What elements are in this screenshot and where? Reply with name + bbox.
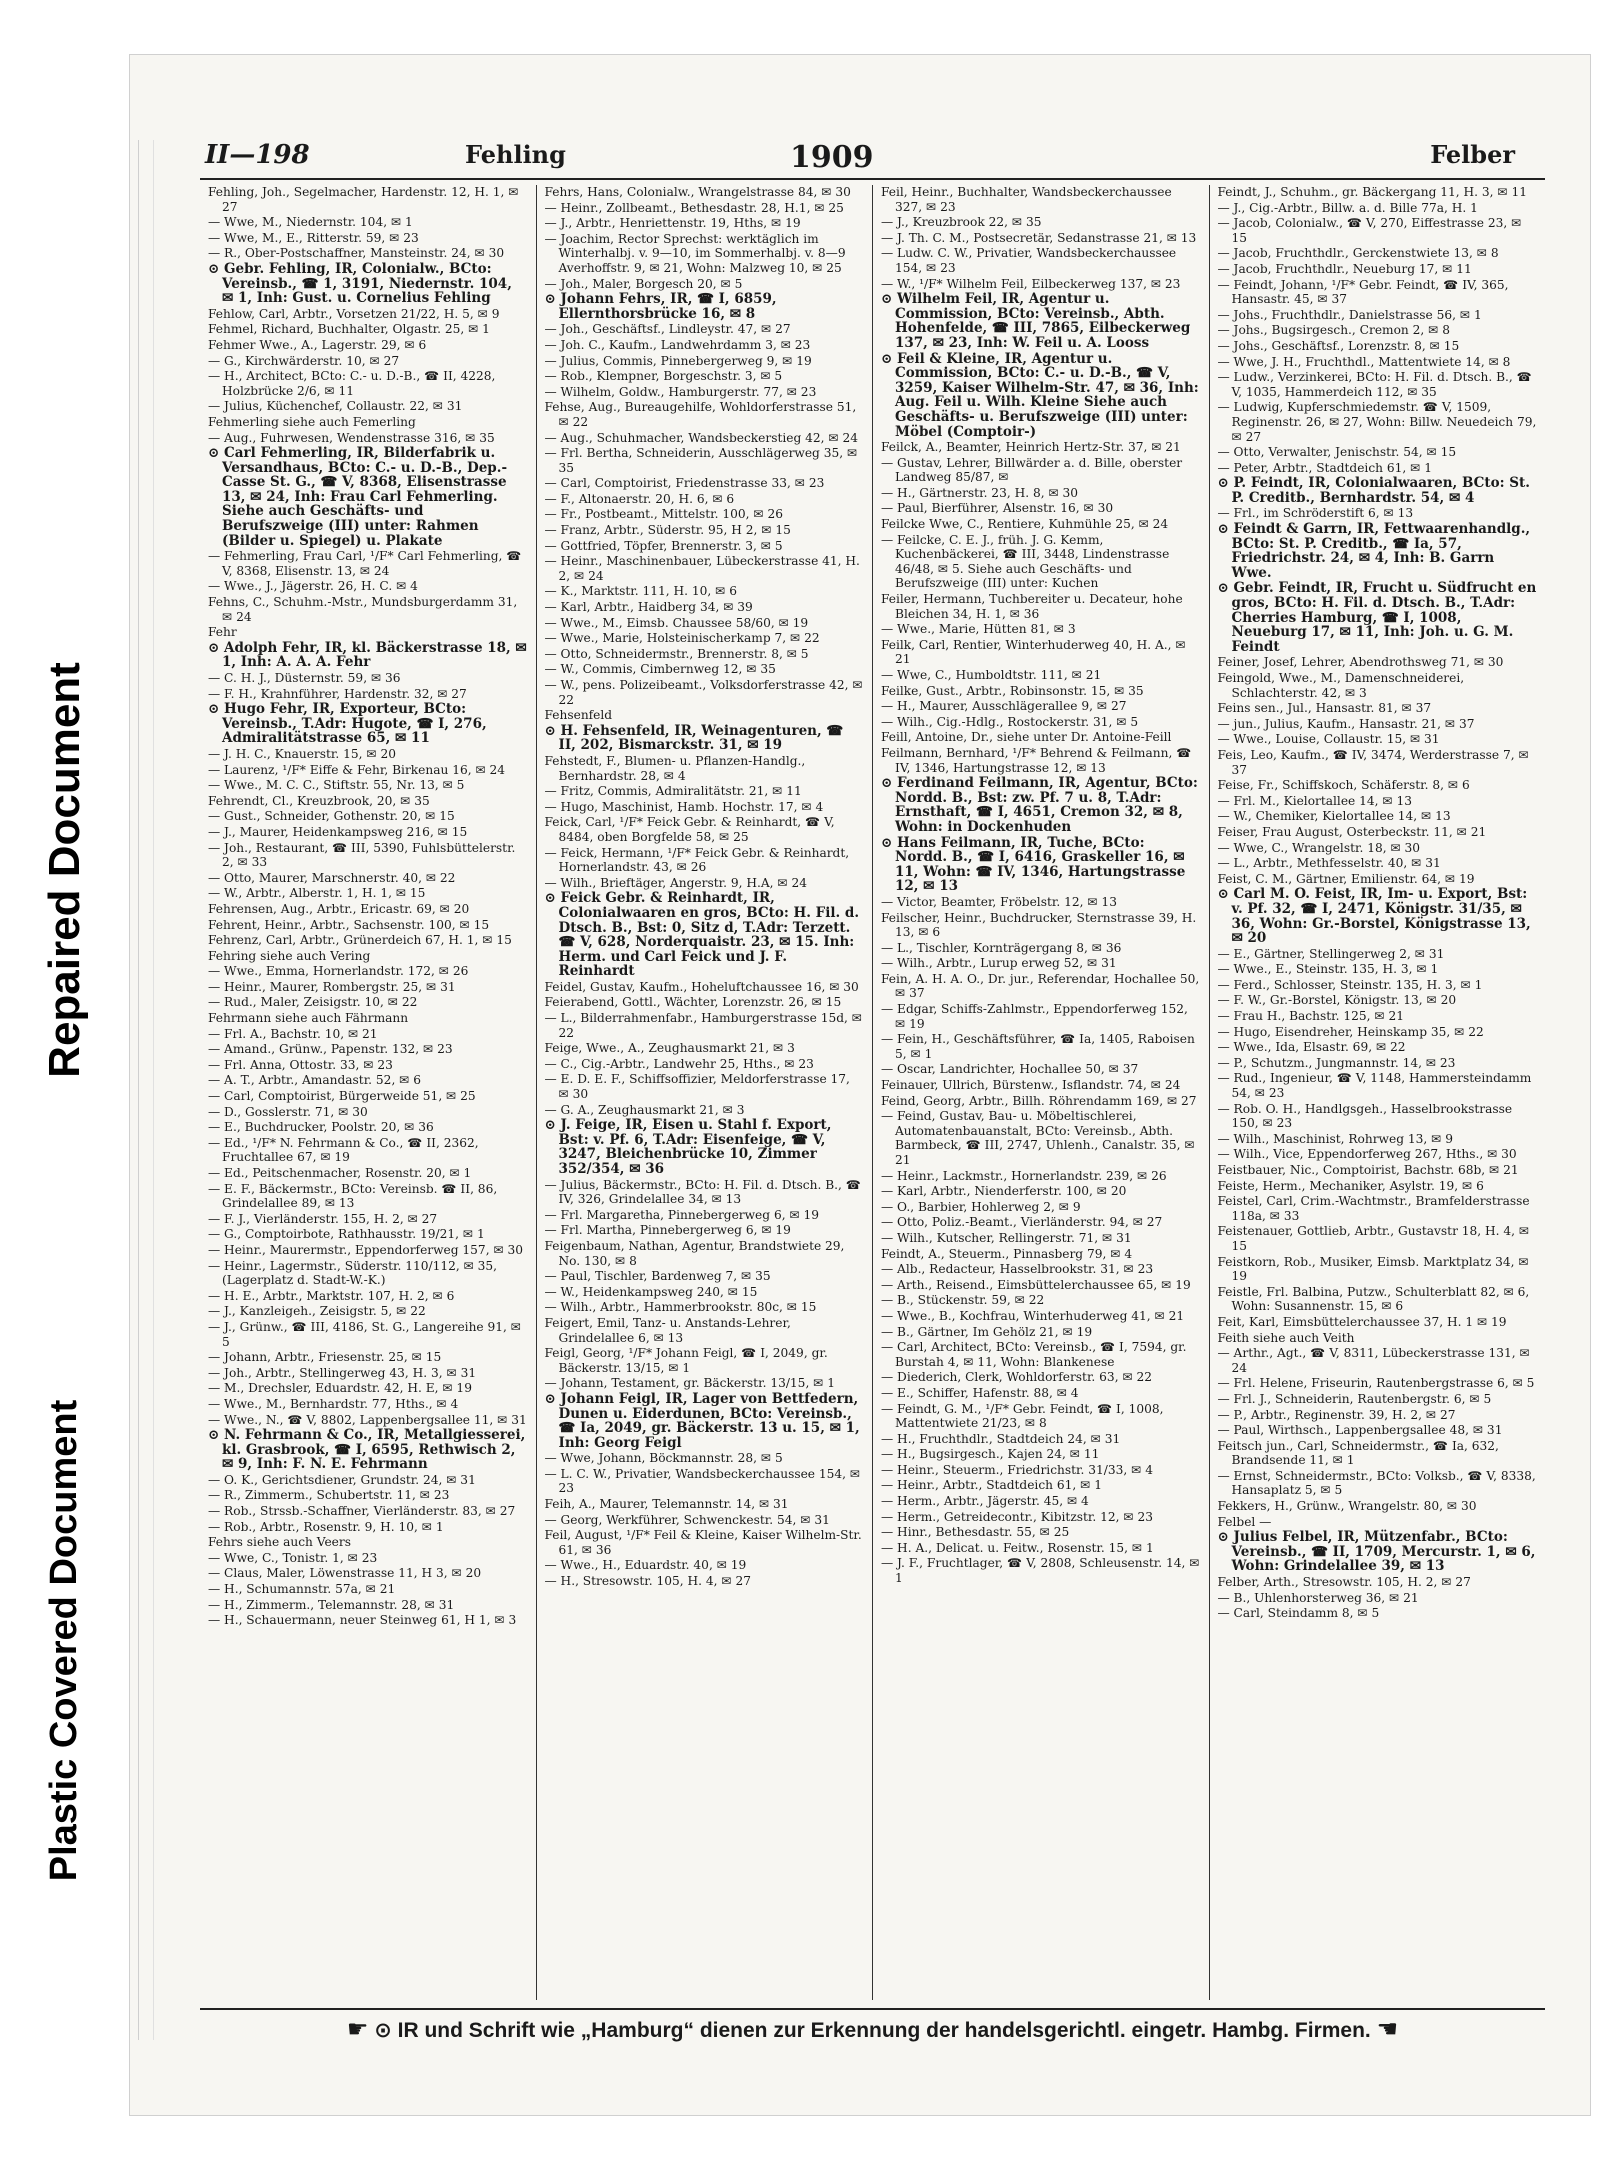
- directory-entry: — Joh., Arbtr., Stellingerweg 43, H. 3, ✉ 31: [208, 1365, 477, 1380]
- directory-entry: Feistle, Frl. Balbina, Putzw., Schulterblatt 82, ✉ 6, Wohn: Susannenstr. 15, ✉ 6: [1217, 1284, 1530, 1314]
- directory-entry: — L., Bilderrahmenfabr., Hamburgerstrasse 15d, ✉ 22: [544, 1011, 862, 1040]
- directory-entry: Fehling, Joh., Segelmacher, Hardenstr. 12, H. 1, ✉ 27: [208, 185, 519, 214]
- directory-entry: — Wwe., Ida, Elsastr. 69, ✉ 22: [1217, 1040, 1406, 1055]
- directory-entry: Feitsch jun., Carl, Schneidermstr., ☎ Ia, 632, Brandsende 11, ✉ 1: [1217, 1438, 1499, 1468]
- directory-entry: — Wilhelm, Goldw., Hamburgerstr. 77, ✉ 23: [544, 384, 817, 399]
- directory-entry: — Heinr., Maurer, Rombergstr. 25, ✉ 31: [208, 979, 456, 994]
- directory-entry: — D., Gosslerstr. 71, ✉ 30: [208, 1104, 368, 1119]
- directory-entry: Felbel —: [1217, 1514, 1272, 1529]
- directory-entry: Fein, A. H. A. O., Dr. jur., Referendar, Hochallee 50, ✉ 37: [881, 971, 1200, 1001]
- directory-entry: — J., Arbtr., Henriettenstr. 19, Hths, ✉ 19: [544, 216, 801, 231]
- directory-entry: — Otto, Verwalter, Jenischstr. 54, ✉ 15: [1217, 445, 1457, 460]
- directory-entry: — Feilcke, C. E. J., früh. J. G. Kemm, Kuchenbäckerei, ☎ III, 3448, Lindenstrasse 46/48, ✉ 5. Siehe auch Geschäfts- und Berufszweige (III) unter: Kuchen: [881, 532, 1170, 591]
- directory-entry: — Ludw., Verzinkerei, BCto: H. Fil. d. Dtsch. B., ☎ V, 1035, Hammerdeich 112, ✉ 35: [1217, 370, 1532, 399]
- directory-entry: — Hugo, Maschinist, Hamb. Hochstr. 17, ✉ 4: [544, 799, 824, 814]
- directory-entry: — Paul, Tischler, Bardenweg 7, ✉ 35: [544, 1269, 771, 1284]
- header-first-entry: Fehling: [465, 140, 566, 169]
- directory-entry: — R., Zimmerm., Schubertstr. 11, ✉ 23: [208, 1488, 450, 1503]
- directory-entry: — W., Commis, Cimbernweg 12, ✉ 35: [544, 662, 776, 677]
- directory-entry: Feiste, Herm., Mechaniker, Asylstr. 19, ✉ 6: [1217, 1178, 1484, 1193]
- directory-entry: — Frl. M., Kielortallee 14, ✉ 13: [1217, 793, 1412, 808]
- directory-entry: — K., Marktstr. 111, H. 10, ✉ 6: [544, 584, 738, 599]
- directory-entry: — J. H. C., Knauerstr. 15, ✉ 20: [208, 746, 396, 761]
- directory-entry: Feindt, J., Schuhm., gr. Bäckergang 11, H. 3, ✉ 11: [1217, 185, 1527, 199]
- directory-entry: Feistenauer, Gottlieb, Arbtr., Gustavstr 18, H. 4, ✉ 15: [1217, 1224, 1530, 1253]
- directory-entry: — H., Maurer, Ausschlägerallee 9, ✉ 27: [881, 699, 1127, 714]
- directory-entry: — E., Buchdrucker, Poolstr. 20, ✉ 36: [208, 1120, 434, 1135]
- directory-entry: Feilke, Gust., Arbtr., Robinsonstr. 15, ✉ 35: [881, 683, 1144, 698]
- side-label-repaired: [0, 560, 130, 1180]
- directory-entry: — Ludw. C. W., Privatier, Wandsbeckerchaussee 154, ✉ 23: [881, 246, 1177, 275]
- directory-entry: — Joh., Restaurant, ☎ III, 5390, Fuhlsbüttelerstr. 2, ✉ 33: [208, 840, 516, 870]
- directory-entry: — Ferd., Schlosser, Steinstr. 135, H. 3, ✉ 1: [1217, 977, 1483, 992]
- directory-entry: — Frl. Anna, Ottostr. 33, ✉ 23: [208, 1057, 393, 1072]
- directory-entry: — Joh., Maler, Borgesch 20, ✉ 5: [544, 276, 743, 291]
- directory-entry: — C., Cig.-Arbtr., Landwehr 25, Hths., ✉ 23: [544, 1056, 814, 1071]
- directory-columns: [200, 185, 1545, 2000]
- directory-entry: Feind, Georg, Arbtr., Billh. Röhrendamm 169, ✉ 27: [881, 1093, 1197, 1108]
- directory-entry: — Jacob, Fruchthdlr., Neueburg 17, ✉ 11: [1217, 261, 1472, 276]
- directory-entry: Feith siehe auch Veith: [1217, 1330, 1355, 1345]
- side-label-plastic: [0, 1280, 130, 2000]
- directory-entry: — B., Stückenstr. 59, ✉ 22: [881, 1293, 1045, 1308]
- directory-entry: — G., Comptoirbote, Rathhausstr. 19/21, ✉ 1: [208, 1227, 485, 1242]
- directory-entry: — Herm., Arbtr., Jägerstr. 45, ✉ 4: [881, 1494, 1089, 1509]
- directory-entry: — Otto, Poliz.-Beamt., Vierländerstr. 94, ✉ 27: [881, 1215, 1163, 1230]
- directory-entry: ⊙ Johann Fehrs, IR, ☎ I, 6859, Ellernthorsbrücke 16, ✉ 8: [544, 291, 777, 322]
- directory-entry: Fehstedt, F., Blumen- u. Pflanzen-Handlg., Bernhardstr. 28, ✉ 4: [544, 753, 806, 783]
- directory-entry: ⊙ Carl Fehmerling, IR, Bilderfabrik u. Versandhaus, BCto: C.- u. D.-B., Dep.-Casse St. G., ☎ V, 8368, Elisenstrasse 13, ✉ 24, Inh: Frau Carl Fehmerling. Siehe auch Geschäfts- und Berufszweige (III) unter: Rahmen (Bilder u. Spiegel) u. Plakate: [208, 445, 508, 549]
- directory-entry: Feins sen., Jul., Hansastr. 81, ✉ 37: [1217, 701, 1432, 716]
- directory-entry: Feilck, A., Beamter, Heinrich Hertz-Str. 37, ✉ 21: [881, 440, 1181, 455]
- directory-entry: — Gustav, Lehrer, Billwärder a. d. Bille, oberster Landweg 85/87, ✉: [881, 455, 1183, 485]
- directory-entry: — E. D. E. F., Schiffsoffizier, Meldorferstrasse 17, ✉ 30: [544, 1072, 850, 1102]
- directory-entry: — R., Ober-Postschaffner, Mansteinstr. 24, ✉ 30: [208, 246, 505, 261]
- directory-entry: — W., Chemiker, Kielortallee 14, ✉ 13: [1217, 809, 1451, 824]
- directory-column-2: [537, 185, 874, 2000]
- directory-entry: ⊙ Carl M. O. Feist, IR, Im- u. Export, Bst: v. Pf. 32, ☎ I, 2471, Königstr. 31/35, ✉ 36, Wohn: Gr.-Borstel, Königstrasse 13, ✉ 20: [1217, 886, 1531, 947]
- directory-entry: ⊙ Feindt & Garrn, IR, Fettwaarenhandlg., BCto: St. P. Creditb., ☎ Ia, 57, Friedrichstr. 24, ✉ 4, Inh: B. Garrn Wwe.: [1217, 521, 1531, 581]
- directory-entry: Feil, August, ¹/F* Feil & Kleine, Kaiser Wilhelm-Str. 61, ✉ 36: [544, 1528, 862, 1557]
- directory-entry: Feil, Heinr., Buchhalter, Wandsbeckerchaussee 327, ✉ 23: [881, 185, 1172, 214]
- directory-entry: Fehrs siehe auch Veers: [208, 1535, 351, 1550]
- directory-entry: — Johs., Bugsirgesch., Cremon 2, ✉ 8: [1217, 323, 1450, 338]
- directory-entry: — B., Uhlenhorsterweg 36, ✉ 21: [1217, 1590, 1419, 1605]
- directory-entry: — Heinr., Maurermstr., Eppendorferweg 157, ✉ 30: [208, 1242, 524, 1257]
- directory-entry: — H., Schauermann, neuer Steinweg 61, H 1, ✉ 3: [208, 1613, 517, 1628]
- directory-entry: — Julius, Bäckermstr., BCto: H. Fil. d. Dtsch. B., ☎ IV, 326, Grindelallee 34, ✉ 13: [544, 1177, 861, 1207]
- directory-entry: Fehrmann siehe auch Fährmann: [208, 1011, 409, 1026]
- directory-entry: ⊙ Feil & Kleine, IR, Agentur u. Commission, BCto: C.- u. D.-B., ☎ V, 3259, Kaiser Wilhelm-Str. 47, ✉ 36, Inh: Aug. Feil u. Wilh. Kleine Siehe auch Geschäfts- u. Berufszweige (III) unter: Möbel (Comptoir-): [881, 350, 1199, 440]
- directory-entry: — Rob., Klempner, Borgeschstr. 3, ✉ 5: [544, 369, 783, 384]
- directory-entry: — F. H., Krahnführer, Hardenstr. 32, ✉ 27: [208, 686, 467, 701]
- directory-entry: Feige, Wwe., A., Zeughausmarkt 21, ✉ 3: [544, 1041, 795, 1056]
- directory-entry: — Aug., Schuhmacher, Wandsbeckerstieg 42, ✉ 24: [544, 430, 858, 445]
- pointing-hand-right-icon: ☚: [1376, 2016, 1399, 2043]
- directory-entry: ⊙ Hans Feilmann, IR, Tuche, BCto: Nordd. B., ☎ I, 6416, Graskeller 16, ✉ 11, Wohn: ☎ IV, 1346, Hartungstrasse 12, ✉ 13: [881, 834, 1186, 895]
- directory-column-4: [1210, 185, 1546, 2000]
- directory-entry: — Frl. J., Schneiderin, Rautenbergstr. 6, ✉ 5: [1217, 1391, 1492, 1406]
- directory-entry: — Wwe, M., Niedernstr. 104, ✉ 1: [208, 215, 413, 230]
- directory-entry: — Julius, Commis, Pinnebergerweg 9, ✉ 19: [544, 353, 812, 368]
- directory-entry: — Heinr., Lackmstr., Hornerlandstr. 239, ✉ 26: [881, 1168, 1167, 1183]
- directory-entry: — Rud., Ingenieur, ☎ V, 1148, Hammersteindamm 54, ✉ 23: [1217, 1071, 1532, 1101]
- directory-entry: Fehmerling siehe auch Femerling: [208, 414, 416, 429]
- directory-entry: — Wilh., Kutscher, Rellingerstr. 71, ✉ 31: [881, 1230, 1132, 1245]
- page-number: II—198: [205, 140, 310, 170]
- directory-entry: Feill, Antoine, Dr., siehe unter Dr. Antoine-Feill: [881, 730, 1172, 745]
- directory-entry: ⊙ Johann Feigl, IR, Lager von Bettfedern, Dunen u. Eiderdunen, BCto: Vereinsb., ☎ Ia, 2049, gr. Bäckerstr. 13 u. 15, ✉ 1, Inh: Georg Feigl: [544, 1390, 860, 1451]
- directory-entry: Feistkorn, Rob., Musiker, Eimsb. Marktplatz 34, ✉ 19: [1217, 1254, 1529, 1284]
- directory-entry: — Wwe., M., Bernhardstr. 77, Hths., ✉ 4: [208, 1396, 459, 1411]
- directory-entry: — Heinr., Arbtr., Stadtdeich 61, ✉ 1: [881, 1478, 1102, 1493]
- directory-entry: — Paul, Wirthsch., Lappenbergsallee 48, ✉ 31: [1217, 1423, 1503, 1438]
- directory-entry: — Frl. Bertha, Schneiderin, Ausschlägerweg 35, ✉ 35: [544, 446, 858, 475]
- directory-entry: — H., Architect, BCto: C.- u. D.-B., ☎ II, 4228, Holzbrücke 2/6, ✉ 11: [208, 369, 496, 398]
- directory-entry: Fehmer Wwe., A., Lagerstr. 29, ✉ 6: [208, 337, 427, 352]
- pointing-hand-left-icon: ☛: [346, 2016, 369, 2043]
- directory-entry: — Fr., Postbeamt., Mittelstr. 100, ✉ 26: [544, 507, 783, 522]
- directory-entry: — Fehmerling, Frau Carl, ¹/F* Carl Fehmerling, ☎ V, 8368, Elisenstr. 13, ✉ 24: [208, 549, 522, 578]
- header-rule: [200, 178, 1545, 180]
- directory-entry: — Wwe., E., Steinstr. 135, H. 3, ✉ 1: [1217, 962, 1439, 977]
- directory-entry: — E. F., Bäckermstr., BCto: Vereinsb. ☎ II, 86, Grindelallee 89, ✉ 13: [208, 1181, 498, 1211]
- directory-entry: — Frl. Helene, Friseurin, Rautenbergstrasse 6, ✉ 5: [1217, 1376, 1535, 1391]
- directory-entry: — Carl, Architect, BCto: Vereinsb., ☎ I, 7594, gr. Burstah 4, ✉ 11, Wohn: Blankenese: [881, 1340, 1187, 1369]
- directory-entry: Feilk, Carl, Rentier, Winterhuderweg 40, H. A., ✉ 21: [881, 637, 1186, 667]
- directory-entry: ⊙ J. Feige, IR, Eisen u. Stahl f. Export, Bst: v. Pf. 6, T.Adr: Eisenfeige, ☎ V, 3247, Bleichenbrücke 10, Zimmer 352/354, ✉ 36: [544, 1117, 832, 1177]
- directory-entry: — Wilh., Cig.-Hdlg., Rostockerstr. 31, ✉ 5: [881, 714, 1139, 729]
- directory-entry: — Wwe, J. H., Fruchthdl., Mattentwiete 14, ✉ 8: [1217, 354, 1511, 369]
- page-footer: [205, 2015, 1540, 2051]
- directory-entry: — Johann, Testament, gr. Bäckerstr. 13/15, ✉ 1: [544, 1376, 836, 1391]
- directory-entry: — Fritz, Commis, Admiralitätstr. 21, ✉ 11: [544, 784, 802, 799]
- sheet-binding-lines: [138, 140, 154, 2040]
- directory-entry: — F. J., Vierländerstr. 155, H. 2, ✉ 27: [208, 1211, 438, 1226]
- directory-entry: Feinauer, Ullrich, Bürstenw., Isflandstr. 74, ✉ 24: [881, 1078, 1181, 1093]
- directory-entry: — Feindt, G. M., ¹/F* Gebr. Feindt, ☎ I, 1008, Mattentwiete 21/23, ✉ 8: [881, 1401, 1164, 1431]
- directory-entry: — E., Schiffer, Hafenstr. 88, ✉ 4: [881, 1385, 1079, 1400]
- directory-entry: — Victor, Beamter, Fröbelstr. 12, ✉ 13: [881, 894, 1117, 909]
- directory-entry: Feigl, Georg, ¹/F* Johann Feigl, ☎ I, 2049, gr. Bäckerstr. 13/15, ✉ 1: [544, 1346, 828, 1375]
- directory-entry: — Joh. C., Kaufm., Landwehrdamm 3, ✉ 23: [544, 337, 811, 352]
- directory-entry: — L. C. W., Privatier, Wandsbeckerchaussee 154, ✉ 23: [544, 1466, 861, 1496]
- directory-entry: — W., ¹/F* Wilhelm Feil, Eilbeckerweg 137, ✉ 23: [881, 276, 1181, 291]
- directory-entry: Feiler, Hermann, Tuchbereiter u. Decateur, hohe Bleichen 34, H. 1, ✉ 36: [881, 592, 1183, 621]
- directory-entry: — Wilh., Maschinist, Rohrweg 13, ✉ 9: [1217, 1131, 1453, 1146]
- directory-entry: — O., Barbier, Hohlerweg 2, ✉ 9: [881, 1199, 1081, 1214]
- directory-entry: — Wwe., Marie, Hütten 81, ✉ 3: [881, 622, 1076, 637]
- directory-entry: — Carl, Comptoirist, Bürgerweide 51, ✉ 25: [208, 1089, 476, 1104]
- directory-entry: — F., Altonaerstr. 20, H. 6, ✉ 6: [544, 491, 735, 506]
- directory-entry: — Wilh., Arbtr., Lurup erweg 52, ✉ 31: [881, 956, 1117, 971]
- directory-entry: — H., Fruchthdlr., Stadtdeich 24, ✉ 31: [881, 1431, 1121, 1446]
- directory-entry: ⊙ Ferdinand Feilmann, IR, Agentur, BCto: Nordd. B., Bst: zw. Pf. 7 u. 8, T.Adr: Ernsthaft, ☎ I, 4651, Cremon 32, ✉ 8, Wohn: in Dockenhuden: [881, 775, 1198, 835]
- directory-entry: — Johs., Geschäftsf., Lorenzstr. 8, ✉ 15: [1217, 338, 1460, 353]
- directory-entry: — Wwe, M., E., Ritterstr. 59, ✉ 23: [208, 230, 419, 245]
- directory-entry: — Wwe., M. C. C., Stiftstr. 55, Nr. 13, ✉ 5: [208, 778, 465, 793]
- directory-entry: — Julius, Küchenchef, Collaustr. 22, ✉ 31: [208, 399, 463, 414]
- directory-entry: — Ludwig, Kupferschmiedemstr. ☎ V, 1509, Reginenstr. 26, ✉ 27, Wohn: Billw. Neuedeich 79, ✉ 27: [1217, 400, 1537, 444]
- directory-entry: — A. T., Arbtr., Amandastr. 52, ✉ 6: [208, 1073, 422, 1088]
- directory-entry: — Heinr., Steuerm., Friedrichstr. 31/33, ✉ 4: [881, 1462, 1153, 1477]
- directory-entry: — Carl, Steindamm 8, ✉ 5: [1217, 1606, 1380, 1621]
- directory-entry: — Carl, Comptoirist, Friedenstrasse 33, ✉ 23: [544, 476, 825, 491]
- directory-entry: — J. F., Fruchtlager, ☎ V, 2808, Schleusenstr. 14, ✉ 1: [881, 1556, 1200, 1586]
- directory-entry: Feilcke Wwe, C., Rentiere, Kuhmühle 25, ✉ 24: [881, 517, 1169, 532]
- directory-entry: ⊙ N. Fehrmann & Co., IR, Metallgiesserei, kl. Grasbrook, ☎ I, 6595, Rethwisch 2, ✉ 9, Inh: F. N. E. Fehrmann: [208, 1427, 526, 1473]
- directory-entry: — J., Maurer, Heidenkampsweg 216, ✉ 15: [208, 824, 468, 839]
- directory-entry: — Wilh., Arbtr., Hammerbrookstr. 80c, ✉ 15: [544, 1300, 817, 1315]
- directory-entry: — Otto, Schneidermstr., Brennerstr. 8, ✉ 5: [544, 646, 809, 661]
- directory-entry: ⊙ Julius Felbel, IR, Mützenfabr., BCto: Vereinsb., ☎ II, 1709, Mercurstr. 1, ✉ 6, Wohn: Grindelallee 39, ✉ 13: [1217, 1529, 1536, 1575]
- footer-rule: [200, 2008, 1545, 2010]
- directory-entry: Feih, A., Maurer, Telemannstr. 14, ✉ 31: [544, 1497, 789, 1512]
- directory-entry: — Ernst, Schneidermstr., BCto: Volksb., ☎ V, 8338, Hansaplatz 5, ✉ 5: [1217, 1468, 1536, 1498]
- directory-entry: — Wilh., Brieftäger, Angerstr. 9, H.A, ✉ 24: [544, 875, 807, 890]
- page-header: [205, 140, 1535, 176]
- directory-entry: Feick, Carl, ¹/F* Feick Gebr. & Reinhardt, ☎ V, 8484, oben Borgfelde 58, ✉ 25: [544, 815, 835, 844]
- directory-entry: — Feindt, Johann, ¹/F* Gebr. Feindt, ☎ IV, 365, Hansastr. 45, ✉ 37: [1217, 277, 1509, 307]
- directory-entry: Fehring siehe auch Vering: [208, 948, 371, 963]
- directory-entry: Feist, C. M., Gärtner, Emilienstr. 64, ✉ 19: [1217, 871, 1475, 886]
- directory-entry: — Fein, H., Geschäftsführer, ☎ Ia, 1405, Raboisen 5, ✉ 1: [881, 1032, 1195, 1061]
- directory-entry: Fehrenz, Carl, Arbtr., Grünerdeich 67, H. 1, ✉ 15: [208, 933, 512, 948]
- directory-entry: Fehsenfeld: [544, 708, 613, 723]
- directory-entry: ⊙ P. Feindt, IR, Colonialwaaren, BCto: St. P. Creditb., Bernhardstr. 54, ✉ 4: [1217, 475, 1530, 506]
- directory-entry: Feilscher, Heinr., Buchdrucker, Sternstrasse 39, H. 13, ✉ 6: [881, 910, 1197, 940]
- directory-entry: — Heinr., Maschinenbauer, Lübeckerstrasse 41, H. 2, ✉ 24: [544, 554, 860, 583]
- directory-entry: ⊙ Feick Gebr. & Reinhardt, IR, Colonialwaaren en gros, BCto: H. Fil. d. Dtsch. B., Bst: 0, Sitz d, T.Adr: Terzett. ☎ V, 628, Norderquaistr. 23, ✉ 15. Inh: Herm. und Carl Feick und J. F. Reinhardt: [544, 890, 860, 980]
- directory-entry: Feis, Leo, Kaufm., ☎ IV, 3474, Werderstrasse 7, ✉ 37: [1217, 747, 1529, 777]
- directory-entry: Fehrensen, Aug., Arbtr., Ericastr. 69, ✉ 20: [208, 901, 470, 916]
- directory-entry: — M., Drechsler, Eduardstr. 42, H. E, ✉ 19: [208, 1381, 472, 1396]
- directory-entry: — Wwe., Marie, Holsteinischerkamp 7, ✉ 22: [544, 631, 820, 646]
- directory-entry: — Gust., Schneider, Gothenstr. 20, ✉ 15: [208, 809, 455, 824]
- directory-entry: Feilmann, Bernhard, ¹/F* Behrend & Feilmann, ☎ IV, 1346, Hartungstrasse 12, ✉ 13: [881, 745, 1192, 775]
- directory-entry: — H., Gärtnerstr. 23, H. 8, ✉ 30: [881, 485, 1079, 500]
- directory-entry: — Rob., Strssb.-Schaffner, Vierländerstr. 83, ✉ 27: [208, 1504, 516, 1519]
- directory-entry: — Jacob, Colonialw., ☎ V, 270, Eiffestrasse 23, ✉ 15: [1217, 216, 1522, 245]
- directory-entry: — B., Gärtner, Im Gehölz 21, ✉ 19: [881, 1324, 1093, 1339]
- directory-entry: — Peter, Arbtr., Stadtdeich 61, ✉ 1: [1217, 460, 1432, 475]
- directory-entry: Fehrent, Heinr., Arbtr., Sachsenstr. 100, ✉ 15: [208, 917, 490, 932]
- directory-entry: — Wilh., Vice, Eppendorferweg 267, Hths., ✉ 30: [1217, 1147, 1517, 1162]
- directory-entry: — jun., Julius, Kaufm., Hansastr. 21, ✉ 37: [1217, 716, 1475, 731]
- directory-entry: — Feind, Gustav, Bau- u. Möbeltischlerei, Automatenbauanstalt, BCto: Vereinsb., Abth. Barmbeck, ☎ III, 2747, Uhlenh., Canalstr. 35, ✉ 21: [881, 1109, 1195, 1167]
- directory-entry: — L., Arbtr., Methfesselstr. 40, ✉ 31: [1217, 856, 1441, 871]
- directory-entry: — Laurenz, ¹/F* Eiffe & Fehr, Birkenau 16, ✉ 24: [208, 762, 506, 777]
- directory-entry: — Edgar, Schiffs-Zahlmstr., Eppendorferweg 152, ✉ 19: [881, 1002, 1188, 1031]
- directory-entry: — Wwe., B., Kochfrau, Winterhuderweg 41, ✉ 21: [881, 1308, 1185, 1323]
- directory-entry: — J., Kanzleigeh., Zeisigstr. 5, ✉ 22: [208, 1304, 426, 1319]
- directory-entry: — Rud., Maler, Zeisigstr. 10, ✉ 22: [208, 995, 418, 1010]
- directory-entry: — Hinr., Bethesdastr. 55, ✉ 25: [881, 1525, 1070, 1540]
- directory-entry: — Rob., Arbtr., Rosenstr. 9, H. 10, ✉ 1: [208, 1519, 444, 1534]
- directory-entry: — Hugo, Eisendreher, Heinskamp 35, ✉ 22: [1217, 1024, 1484, 1039]
- directory-entry: Feigert, Emil, Tanz- u. Anstands-Lehrer, Grindelallee 6, ✉ 13: [544, 1315, 791, 1345]
- directory-entry: Feingold, Wwe., M., Damenschneiderei, Schlachterstr. 42, ✉ 3: [1217, 671, 1465, 700]
- directory-entry: — Frl. Margaretha, Pinnebergerweg 6, ✉ 19: [544, 1207, 820, 1222]
- directory-entry: ⊙ Gebr. Fehling, IR, Colonialw., BCto: Vereinsb., ☎ 1, 3191, Niedernstr. 104, ✉ 1, Inh: Gust. u. Cornelius Fehling: [208, 260, 512, 307]
- directory-entry: — H., Bugsirgesch., Kajen 24, ✉ 11: [881, 1447, 1100, 1462]
- directory-entry: — Frau H., Bachstr. 125, ✉ 21: [1217, 1009, 1404, 1024]
- directory-entry: — Rob. O. H., Handlgsgeh., Hasselbrookstrasse 150, ✉ 23: [1217, 1101, 1513, 1131]
- directory-entry: — Alb., Redacteur, Hasselbrookstr. 31, ✉ 23: [881, 1262, 1154, 1277]
- directory-entry: — Georg, Werkführer, Schwenckestr. 54, ✉ 31: [544, 1512, 830, 1527]
- directory-entry: — J., Cig.-Arbtr., Billw. a. d. Bille 77a, H. 1: [1217, 200, 1478, 215]
- directory-entry: — Otto, Maurer, Marschnerstr. 40, ✉ 22: [208, 870, 456, 885]
- directory-entry: — Frl., im Schröderstift 6, ✉ 13: [1217, 506, 1414, 521]
- directory-entry: — L., Tischler, Kornträgergang 8, ✉ 36: [881, 940, 1122, 955]
- directory-entry: — Wwe., J., Jägerstr. 26, H. C. ✉ 4: [208, 579, 418, 594]
- directory-entry: — W., Arbtr., Alberstr. 1, H. 1, ✉ 15: [208, 886, 426, 901]
- directory-entry: ⊙ Adolph Fehr, IR, kl. Bäckerstrasse 18, ✉ 1, Inh: A. A. A. Fehr: [208, 639, 527, 671]
- directory-entry: — G. A., Zeughausmarkt 21, ✉ 3: [544, 1102, 745, 1117]
- directory-entry: Feindt, A., Steuerm., Pinnasberg 79, ✉ 4: [881, 1246, 1133, 1261]
- directory-column-3: [873, 185, 1210, 2000]
- directory-entry: — Heinr., Lagermstr., Süderstr. 110/112, ✉ 35, (Lagerplatz d. Stadt-W.-K.): [208, 1258, 498, 1288]
- directory-entry: ⊙ Gebr. Feindt, IR, Frucht u. Südfrucht en gros, BCto: H. Fil. d. Dtsch. B., T.Adr: Cherries Hamburg, ☎ I, 1008, Neueburg 17, ✉ 11, Inh: Joh. u. G. M. Feindt: [1217, 580, 1537, 655]
- directory-entry: Feistbauer, Nic., Comptoirist, Bachstr. 68b, ✉ 21: [1217, 1163, 1519, 1177]
- directory-entry: — J., Grünw., ☎ III, 4186, St. G., Langereihe 91, ✉ 5: [208, 1319, 521, 1349]
- directory-entry: Fehlow, Carl, Arbtr., Vorsetzen 21/22, H. 5, ✉ 9: [208, 306, 500, 321]
- directory-entry: — C. H. J., Düsternstr. 59, ✉ 36: [208, 671, 401, 685]
- directory-entry: — Amand., Grünw., Papenstr. 132, ✉ 23: [208, 1042, 453, 1057]
- directory-entry: — Wwe., M., Eimsb. Chaussee 58/60, ✉ 19: [544, 615, 809, 630]
- directory-entry: — Wwe., H., Eduardstr. 40, ✉ 19: [544, 1558, 747, 1573]
- directory-entry: — Heinr., Zollbeamt., Bethesdastr. 28, H.1, ✉ 25: [544, 200, 844, 215]
- directory-entry: Fekkers, H., Grünw., Wrangelstr. 80, ✉ 30: [1217, 1499, 1477, 1514]
- directory-entry: — Johann, Arbtr., Friesenstr. 25, ✉ 15: [208, 1350, 442, 1365]
- directory-entry: — Claus, Maler, Löwenstrasse 11, H 3, ✉ 20: [208, 1566, 482, 1581]
- header-last-entry: Felber: [1430, 140, 1515, 169]
- directory-entry: — Wwe., N., ☎ V, 8802, Lappenbergsallee 11, ✉ 31: [208, 1412, 527, 1427]
- directory-entry: — Frl. A., Bachstr. 10, ✉ 21: [208, 1026, 378, 1041]
- directory-entry: — Jacob, Fruchthdlr., Gerckenstwiete 13, ✉ 8: [1217, 246, 1499, 261]
- directory-entry: — P., Schutzm., Jungmannstr. 14, ✉ 23: [1217, 1055, 1456, 1070]
- directory-entry: — J. Th. C. M., Postsecretär, Sedanstrasse 21, ✉ 13: [881, 230, 1197, 245]
- directory-entry: Feierabend, Gottl., Wächter, Lorenzstr. 26, ✉ 15: [544, 995, 842, 1010]
- directory-entry: — Ed., Peitschenmacher, Rosenstr. 20, ✉ 1: [208, 1166, 472, 1180]
- footer-note: ⊙ IR und Schrift wie „Hamburg“ dienen zur Erkennung der handelsgerichtl. eingetr. Hambg. Firmen.: [374, 2019, 1371, 2042]
- directory-entry: — Joh., Geschäftsf., Lindleystr. 47, ✉ 27: [544, 322, 791, 337]
- directory-entry: Fehrs, Hans, Colonialw., Wrangelstrasse 84, ✉ 30: [544, 185, 851, 199]
- directory-entry: — H., Schumannstr. 57a, ✉ 21: [208, 1582, 396, 1597]
- directory-entry: — Diederich, Clerk, Wohldorferstr. 63, ✉ 22: [881, 1370, 1153, 1385]
- directory-entry: — H., Stresowstr. 105, H. 4, ✉ 27: [544, 1574, 751, 1589]
- directory-entry: — Ed., ¹/F* N. Fehrmann & Co., ☎ II, 2362, Fruchtallee 67, ✉ 19: [208, 1135, 479, 1165]
- directory-entry: — Joachim, Rector Sprechst: werktäglich im Winterhalbj. v. 9—10, im Sommerhalbj. v. 8—9 Averhoffstr. 9, ✉ 21, Wohn: Malzweg 10, ✉ 25: [544, 231, 846, 275]
- header-year: 1909: [790, 140, 874, 175]
- directory-entry: Feidel, Gustav, Kaufm., Hoheluftchaussee 16, ✉ 30: [544, 979, 859, 994]
- directory-entry: — Karl, Arbtr., Nienderferstr. 100, ✉ 20: [881, 1184, 1127, 1199]
- directory-entry: — G., Kirchwärderstr. 10, ✉ 27: [208, 353, 400, 368]
- side-label-plastic-text: Plastic Covered Document: [43, 1399, 86, 1881]
- directory-entry: — Gottfried, Töpfer, Brennerstr. 3, ✉ 5: [544, 538, 783, 553]
- directory-entry: — Arth., Reisend., Eimsbüttelerchaussee 65, ✉ 19: [881, 1277, 1191, 1292]
- directory-entry: — Wwe., Emma, Hornerlandstr. 172, ✉ 26: [208, 964, 469, 979]
- directory-entry: — Wwe, C., Humboldtstr. 111, ✉ 21: [881, 668, 1102, 682]
- directory-entry: — H. A., Delicat. u. Feitw., Rosenstr. 15, ✉ 1: [881, 1540, 1154, 1555]
- directory-entry: — Feick, Hermann, ¹/F* Feick Gebr. & Reinhardt, Hornerlandstr. 43, ✉ 26: [544, 845, 850, 875]
- directory-entry: Feit, Karl, Eimsbüttelerchaussee 37, H. 1 ✉ 19: [1217, 1314, 1507, 1329]
- directory-entry: — W., Heidenkampsweg 240, ✉ 15: [544, 1284, 758, 1299]
- directory-entry: Fehrendt, Cl., Kreuzbrook, 20, ✉ 35: [208, 793, 430, 808]
- directory-entry: — Wwe, C., Tonistr. 1, ✉ 23: [208, 1550, 378, 1565]
- directory-entry: — P., Arbtr., Reginenstr. 39, H. 2, ✉ 27: [1217, 1407, 1456, 1422]
- directory-entry: Fehmel, Richard, Buchhalter, Olgastr. 25, ✉ 1: [208, 322, 490, 337]
- directory-entry: Feiner, Josef, Lehrer, Abendrothsweg 71, ✉ 30: [1217, 655, 1504, 670]
- directory-entry: ⊙ Wilhelm Feil, IR, Agentur u. Commission, BCto: Vereinsb., Abth. Hohenfelde, ☎ III, 7865, Eilbeckerweg 137, ✉ 23, Inh: W. Feil u. A. Looss: [881, 291, 1191, 351]
- directory-column-1: [200, 185, 537, 2000]
- directory-entry: Felber, Arth., Stresowstr. 105, H. 2, ✉ 27: [1217, 1575, 1471, 1590]
- directory-entry: — Karl, Arbtr., Haidberg 34, ✉ 39: [544, 600, 753, 615]
- directory-entry: — Wwe, C., Wrangelstr. 18, ✉ 30: [1217, 840, 1421, 855]
- directory-entry: — Wwe, Johann, Böckmannstr. 28, ✉ 5: [544, 1451, 783, 1466]
- directory-entry: — Oscar, Landrichter, Hochallee 50, ✉ 37: [881, 1062, 1139, 1077]
- directory-entry: — J., Kreuzbrook 22, ✉ 35: [881, 215, 1042, 230]
- directory-entry: — Aug., Fuhrwesen, Wendenstrasse 316, ✉ 35: [208, 430, 495, 445]
- directory-entry: — Johs., Fruchthdlr., Danielstrasse 56, ✉ 1: [1217, 307, 1482, 322]
- directory-entry: — Arthr., Agt., ☎ V, 8311, Lübeckerstrasse 131, ✉ 24: [1217, 1346, 1530, 1375]
- directory-entry: — Herm., Getreidecontr., Kibitzstr. 12, ✉ 23: [881, 1509, 1153, 1524]
- side-label-repaired-text: Repaired Document: [40, 662, 90, 1078]
- directory-entry: — F. W., Gr.-Borstel, Königstr. 13, ✉ 20: [1217, 993, 1457, 1008]
- directory-entry: Feise, Fr., Schiffskoch, Schäferstr. 8, ✉ 6: [1217, 778, 1470, 793]
- directory-entry: Fehns, C., Schuhm.-Mstr., Mundsburgerdamm 31, ✉ 24: [208, 595, 518, 624]
- directory-entry: — Frl. Martha, Pinnebergerweg 6, ✉ 19: [544, 1223, 791, 1238]
- directory-entry: — W., pens. Polizeibeamt., Volksdorferstrasse 42, ✉ 22: [544, 678, 863, 707]
- directory-entry: Fehse, Aug., Bureaugehilfe, Wohldorferstrasse 51, ✉ 22: [544, 400, 857, 429]
- directory-entry: ⊙ H. Fehsenfeld, IR, Weinagenturen, ☎ II, 202, Bismarckstr. 31, ✉ 19: [544, 722, 844, 754]
- directory-entry: Feigenbaum, Nathan, Agentur, Brandstwiete 29, No. 130, ✉ 8: [544, 1238, 845, 1268]
- directory-entry: Feiser, Frau August, Osterbeckstr. 11, ✉ 21: [1217, 824, 1487, 839]
- directory-entry: — E., Gärtner, Stellingerweg 2, ✉ 31: [1217, 946, 1445, 961]
- directory-entry: Fehr: [208, 625, 237, 640]
- directory-entry: — Paul, Bierführer, Alsenstr. 16, ✉ 30: [881, 501, 1114, 516]
- directory-entry: ⊙ Hugo Fehr, IR, Exporteur, BCto: Vereinsb., T.Adr: Hugote, ☎ I, 276, Admiralitätstrasse 65, ✉ 11: [208, 701, 487, 747]
- directory-entry: — H., Zimmerm., Telemannstr. 28, ✉ 31: [208, 1597, 455, 1612]
- directory-entry: — Wwe., Louise, Collaustr. 15, ✉ 31: [1217, 732, 1440, 747]
- directory-entry: — H. E., Arbtr., Marktstr. 107, H. 2, ✉ 6: [208, 1288, 455, 1303]
- directory-entry: — Franz, Arbtr., Süderstr. 95, H 2, ✉ 15: [544, 523, 791, 538]
- directory-entry: Feistel, Carl, Crim.-Wachtmstr., Bramfelderstrasse 118a, ✉ 33: [1217, 1194, 1530, 1223]
- directory-entry: — O. K., Gerichtsdiener, Grundstr. 24, ✉ 31: [208, 1472, 476, 1487]
